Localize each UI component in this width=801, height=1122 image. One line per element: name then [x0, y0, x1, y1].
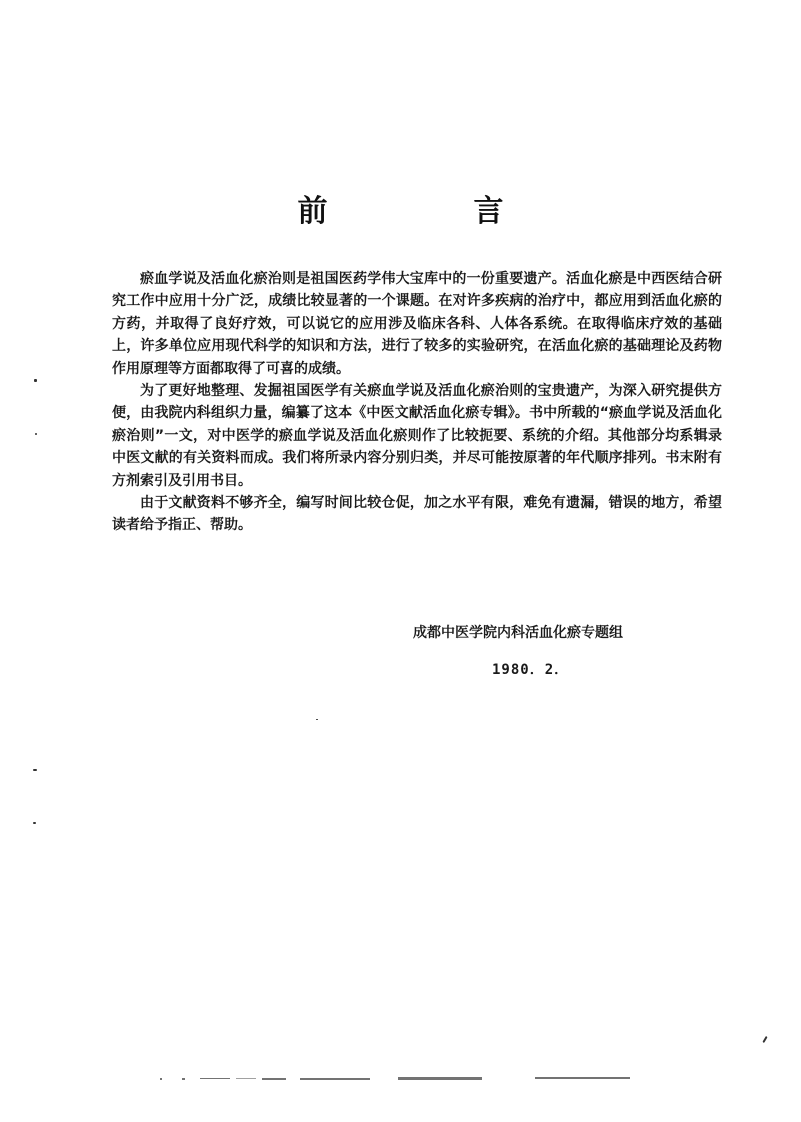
scan-speck: [33, 822, 36, 824]
scan-edge-line: [182, 1078, 185, 1080]
publication-date: 1980．2．: [492, 662, 570, 678]
scan-speck: [762, 1036, 767, 1043]
author-signature: 成都中医学院内科活血化瘀专题组: [413, 625, 623, 641]
paragraph-1: 瘀血学说及活血化瘀治则是祖国医药学伟大宝库中的一份重要遗产。活血化瘀是中西医结合研究工作中应用十分广泛，成绩比较显著的一个课题。在对许多疾病的治疗中，都应用到活血化瘀的方药，并取得了良好疗效，可以说它的应用涉及临床各科、人体各系统。在取得临床疗效的基础上，许多单位应用现代科学的知识和方法，进行了较多的实验研究，在活血化瘀的基础理论及药物作用原理等方面都取得了可喜的成绩。: [112, 271, 722, 377]
scan-edge-line: [200, 1078, 230, 1079]
scan-edge-line: [262, 1078, 286, 1080]
scan-edge-line: [300, 1078, 370, 1080]
paragraph-2: 为了更好地整理、发掘祖国医学有关瘀血学说及活血化瘀治则的宝贵遗产，为深入研究提供方便，由我院内科组织力量，编纂了这本《中医文献活血化瘀专辑》。书中所载的“瘀血学说及活血化瘀治则”一文，对中医学的瘀血学说及活血化瘀则作了比较扼要、系统的介绍。其他部分均系辑录中医文献的有关资料而成。我们将所录内容分别归类，并尽可能按原著的年代顺序排列。书末附有方剂索引及引用书目。: [112, 383, 722, 489]
preface-body: [112, 268, 722, 537]
scan-speck: [33, 769, 37, 771]
paragraph-3: 由于文献资料不够齐全，编写时间比较仓促，加之水平有限，难免有遗漏，错误的地方，希望读者给予指正、帮助。: [112, 495, 722, 534]
scan-edge-line: [236, 1078, 256, 1079]
scan-edge-line: [535, 1077, 630, 1079]
page-title: 前 言: [297, 194, 562, 229]
scan-speck: [316, 719, 318, 720]
scan-speck: [35, 433, 37, 435]
scan-edge-line: [398, 1077, 482, 1080]
scan-speck: [34, 379, 37, 382]
scan-edge-line: [160, 1078, 162, 1080]
